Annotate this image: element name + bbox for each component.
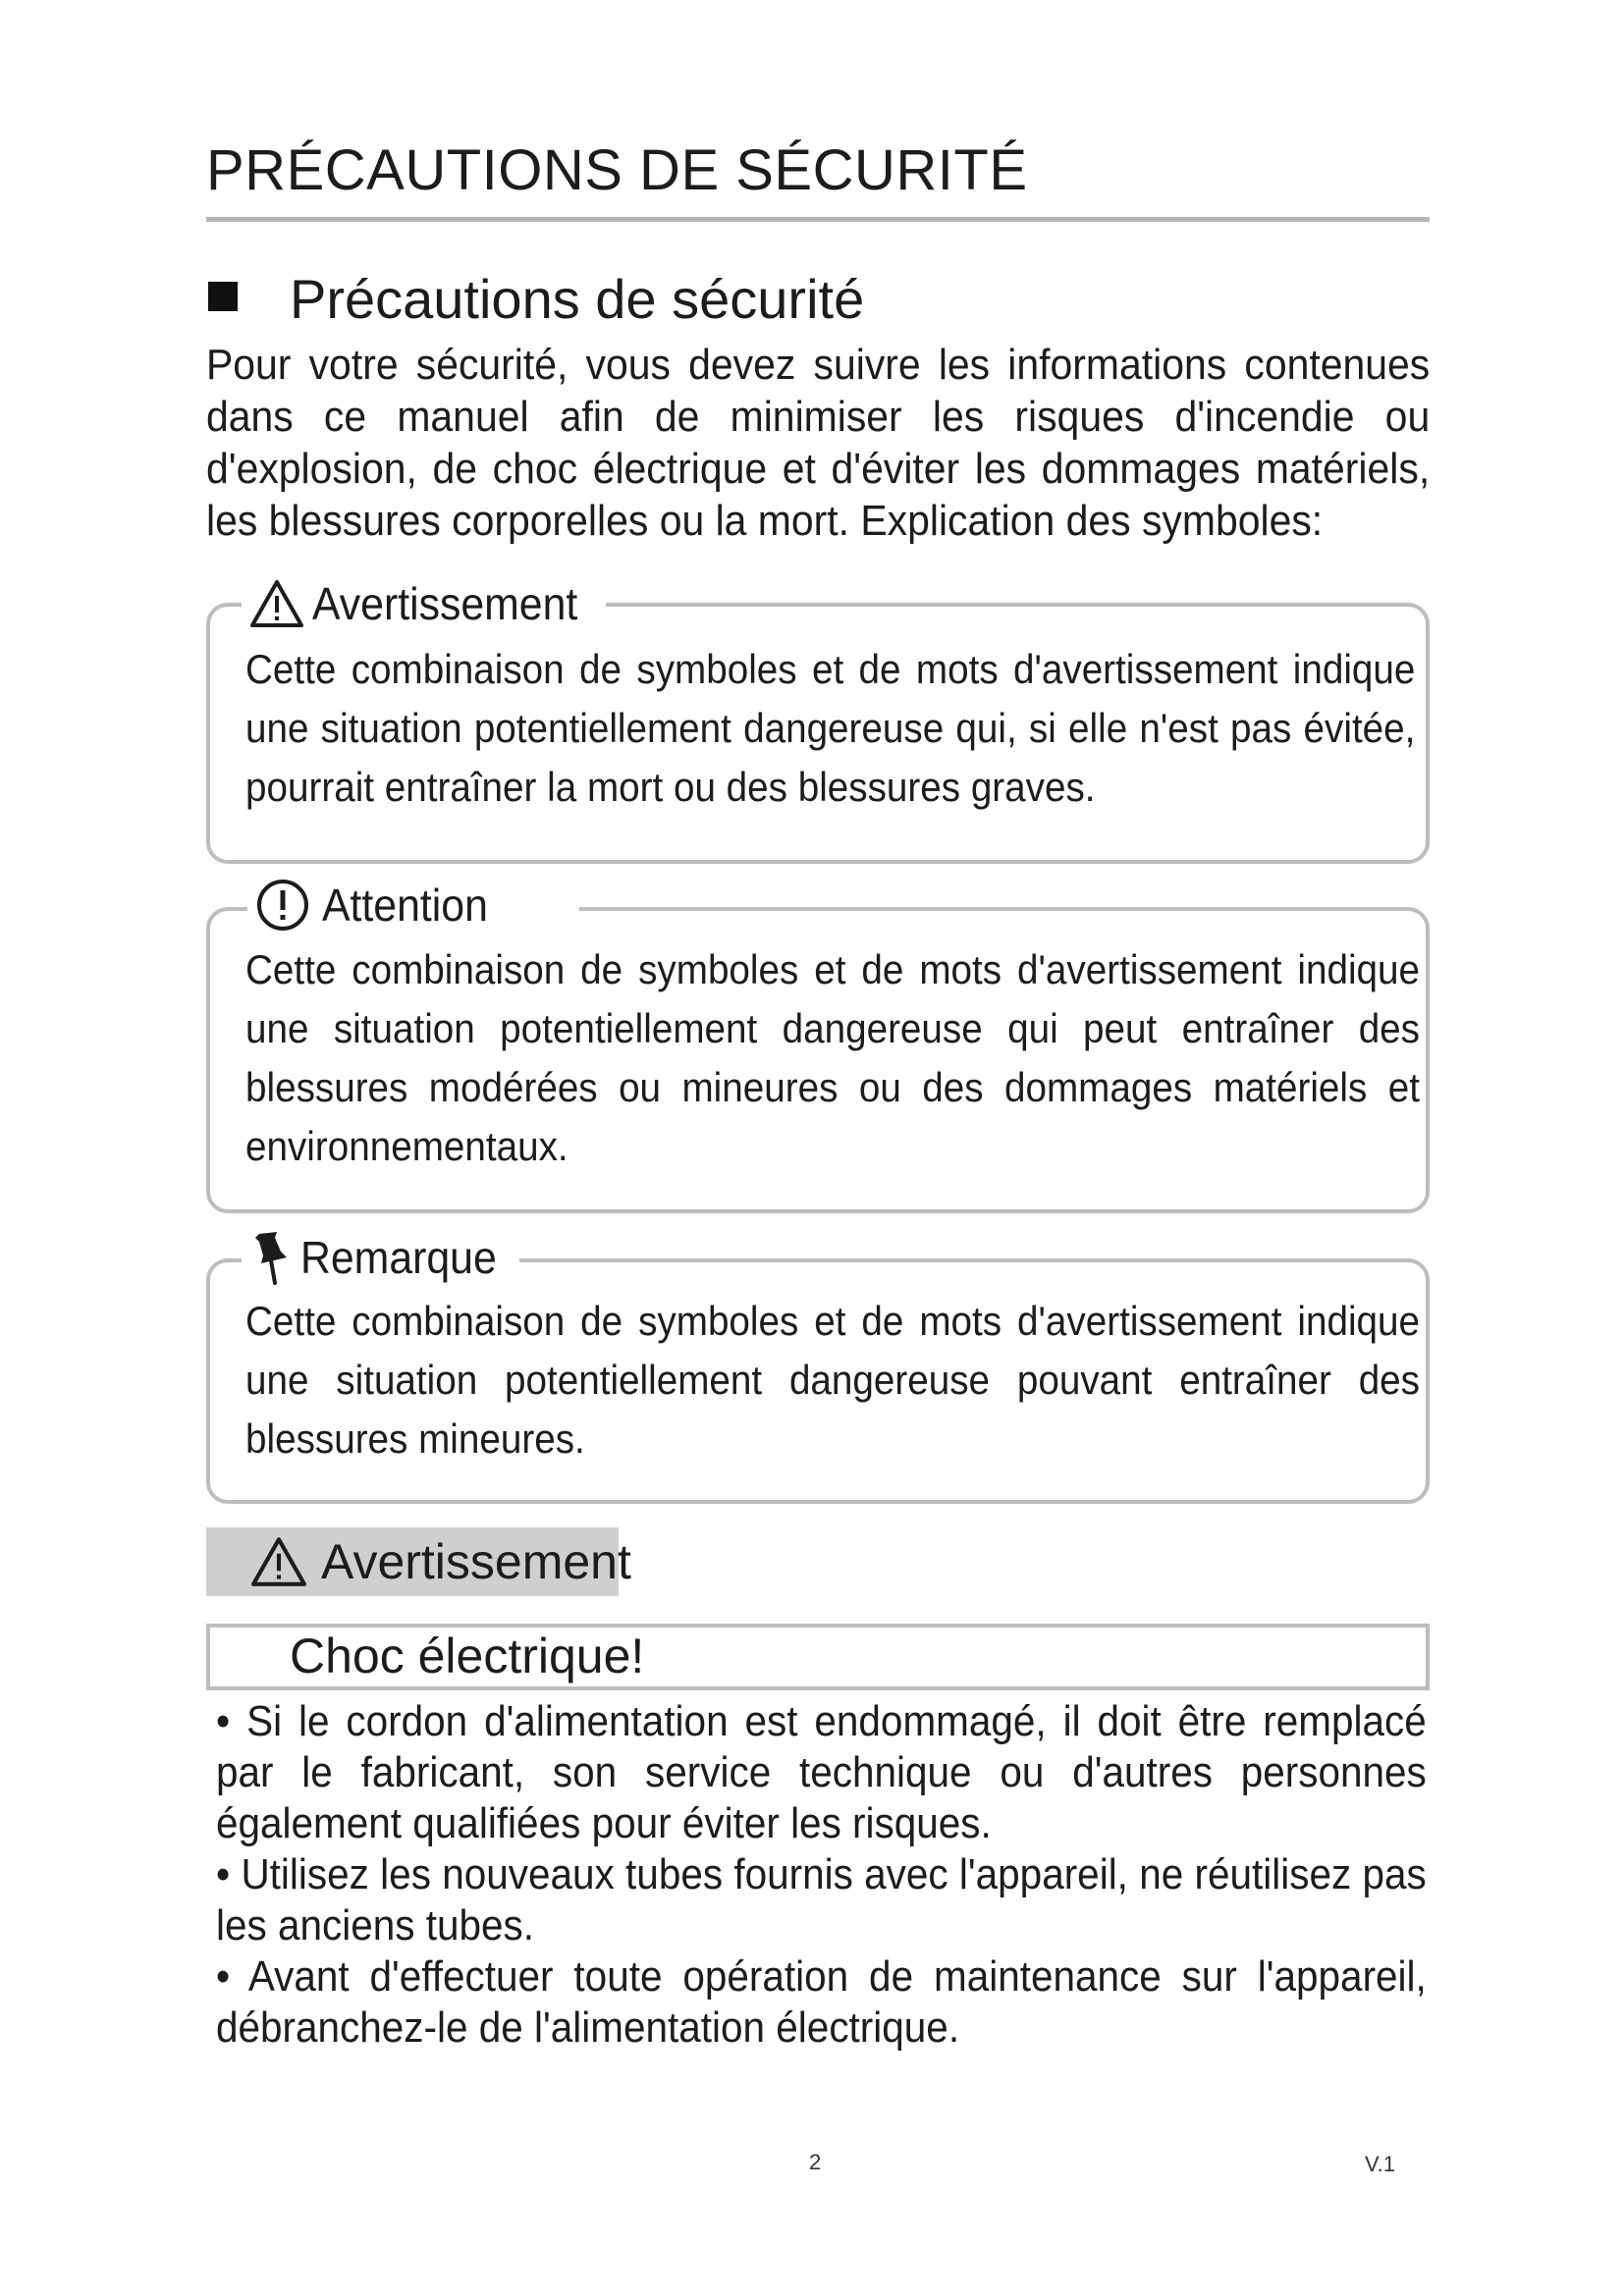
pushpin-icon [249,1228,293,1287]
square-bullet-icon [208,282,238,311]
intro-paragraph: Pour votre sécurité, vous devez suivre les informations contenues dans ce manuel afin de minimiser les risques d'incendie ou d'explosion, de choc électrique et d'éviter les dommages matériels, les blessures corporelles ou la mort. Explication des symboles: [206,341,1431,545]
warning-bullet-item: • Utilisez les nouveaux tubes fournis avec l'appareil, ne réutilisez pas les anciens tubes. [216,1850,1427,1949]
warning-banner-heading [250,1527,631,1596]
section-title: Précautions de sécurité [290,268,865,330]
title-divider [206,217,1430,222]
warning-triangle-icon [249,578,304,629]
warning-bullet-list [216,1696,1427,2054]
warning-definition-label: Avertissement [312,578,578,629]
caution-definition-label: Attention [322,880,488,931]
exclamation-circle-icon [255,878,310,933]
note-definition-legend [242,1227,519,1288]
warning-banner-label: Avertissement [321,1534,631,1589]
warning-bullet-item: • Avant d'effectuer toute opération de maintenance sur l'appareil, débranchez-le de l'alimentation électrique. [216,1952,1427,2052]
caution-definition-text: Cette combinaison de symboles et de mots d'avertissement indique une situation potentiellement dangereuse qui peut entraîner des blessures modérées ou mineures ou des dommages matériels et environnementaux. [245,946,1420,1169]
warning-bullet-item: • Si le cordon d'alimentation est endommagé, il doit être remplacé par le fabricant, son service technique ou d'autres personnes également qualifiées pour éviter les risques. [216,1697,1427,1847]
note-definition-text: Cette combinaison de symboles et de mots d'avertissement indique une situation potentiellement dangereuse pouvant entraîner des blessures mineures. [245,1298,1420,1462]
warning-definition-legend [242,575,606,632]
page-title: PRÉCAUTIONS DE SÉCURITÉ [206,138,1028,202]
note-definition-label: Remarque [300,1232,497,1283]
caution-definition-legend [247,876,579,934]
warning-triangle-icon [250,1535,307,1588]
electric-shock-heading: Choc électrique! [290,1629,645,1683]
page-number: 2 [809,2150,822,2174]
document-version: V.1 [1365,2152,1396,2176]
warning-definition-text: Cette combinaison de symboles et de mots d'avertissement indique une situation potentiellement dangereuse qui, si elle n'est pas évitée, pourrait entraîner la mort ou des blessures graves. [245,646,1416,810]
